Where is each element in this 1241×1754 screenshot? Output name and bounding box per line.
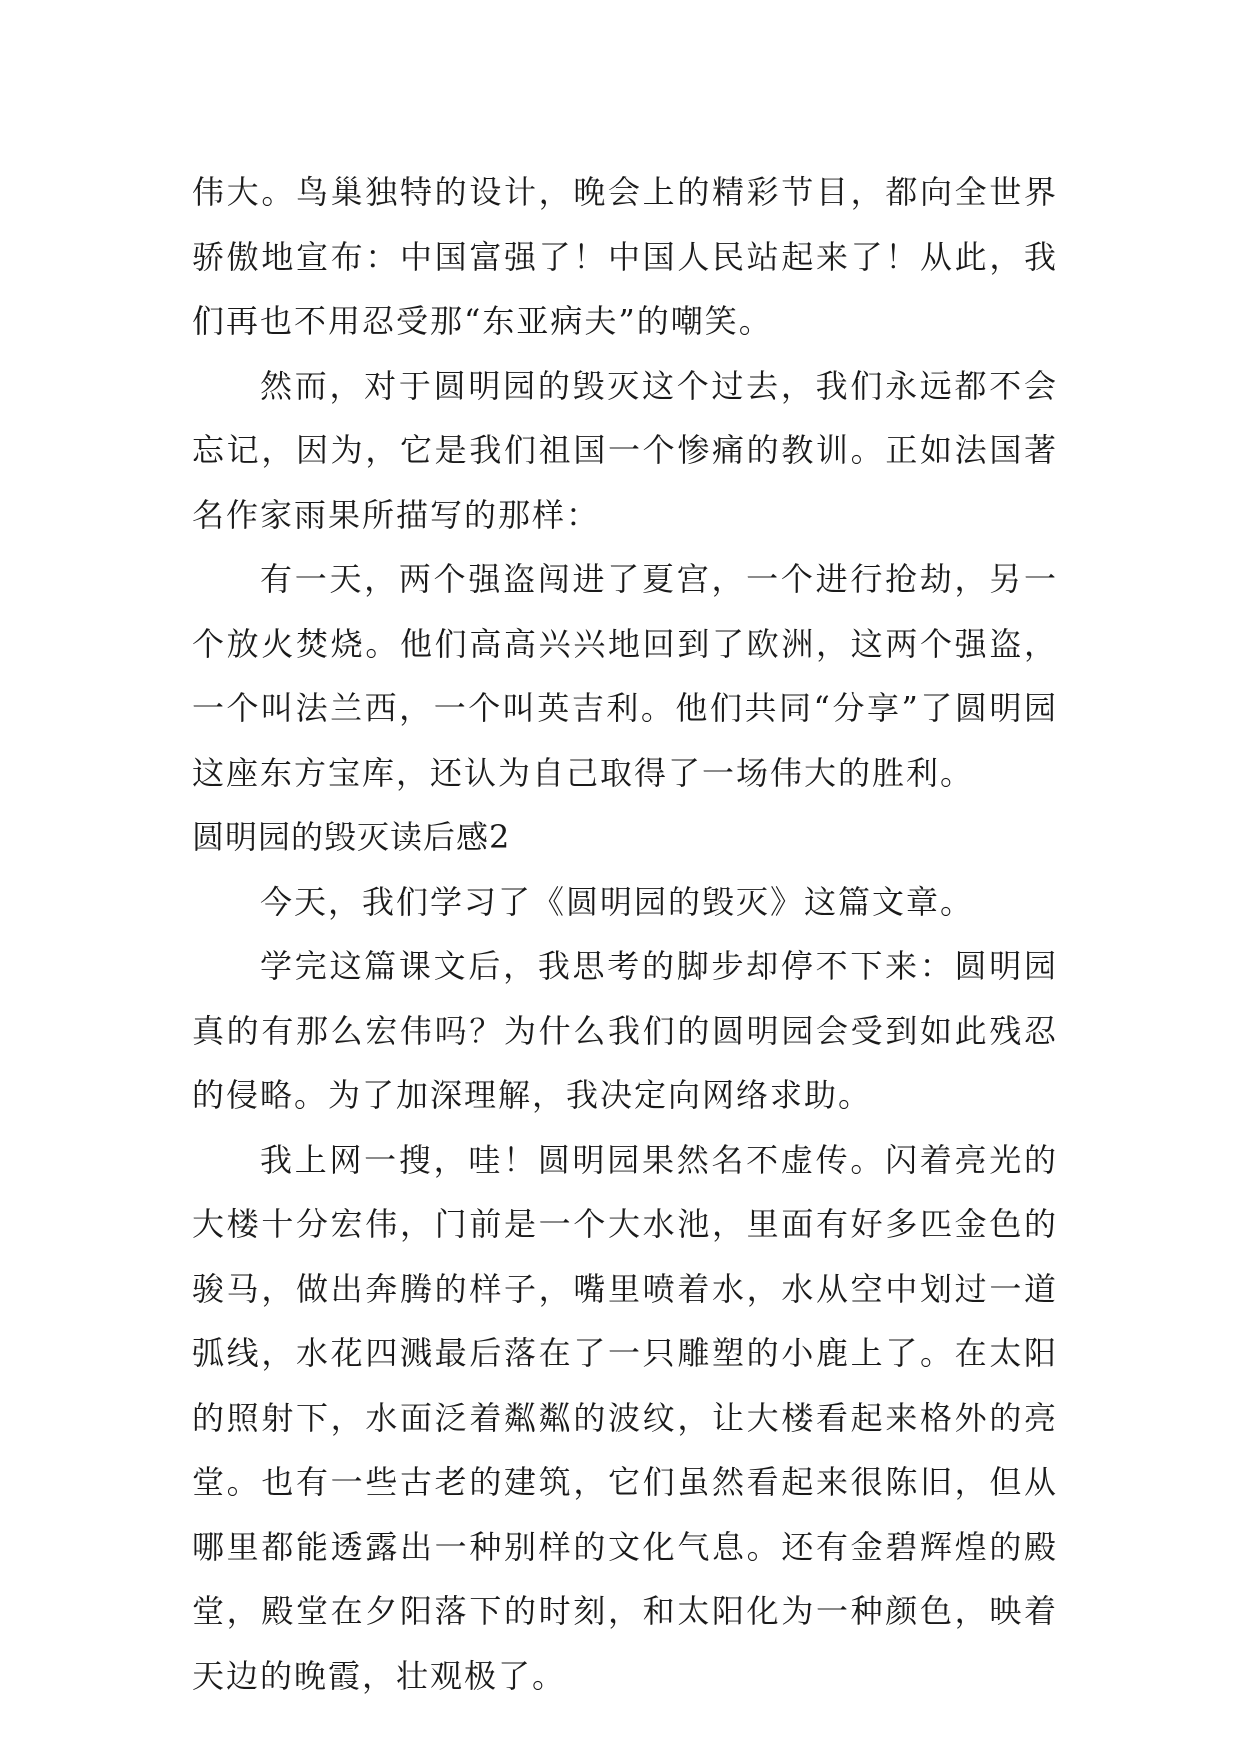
paragraph: 学完这篇课文后，我思考的脚步却停不下来：圆明园真的有那么宏伟吗？为什么我们的圆明园会受到如此残忍的侵略。为了加深理解，我决定向网络求助。 bbox=[192, 947, 1058, 1114]
paragraph-quote: 有一天，两个强盗闯进了夏宫，一个进行抢劫，另一个放火焚烧。他们高高兴兴地回到了欧洲，这两个强盗，一个叫法兰西，一个叫英吉利。他们共同“分享”了圆明园这座东方宝库，还认为自己取得了一场伟大的胜利。 bbox=[192, 560, 1058, 792]
paragraph: 我上网一搜，哇！圆明园果然名不虚传。闪着亮光的大楼十分宏伟，门前是一个大水池，里面有好多匹金色的骏马，做出奔腾的样子，嘴里喷着水，水从空中划过一道弧线，水花四溅最后落在了一只雕塑的小鹿上了。在太阳的照射下，水面泛着粼粼的波纹，让大楼看起来格外的亮堂。也有一些古老的建筑，它们虽然看起来很陈旧，但从哪里都能透露出一种别样的文化气息。还有金碧辉煌的殿堂，殿堂在夕阳落下的时刻，和太阳化为一种颜色，映着天边的晚霞，壮观极了。 bbox=[192, 1140, 1058, 1695]
section-title: 圆明园的毁灭读后感2 bbox=[192, 818, 511, 856]
paragraph-continuation: 伟大。鸟巢独特的设计，晚会上的精彩节目，都向全世界骄傲地宣布：中国富强了！中国人民站起来了！从此，我们再也不用忍受那“东亚病夫”的嘲笑。 bbox=[192, 173, 1058, 340]
paragraph: 然而，对于圆明园的毁灭这个过去，我们永远都不会忘记，因为，它是我们祖国一个惨痛的教训。正如法国著名作家雨果所描写的那样： bbox=[192, 366, 1058, 534]
document-body bbox=[192, 160, 1058, 1708]
paragraph: 今天，我们学习了《圆明园的毁灭》这篇文章。 bbox=[260, 882, 975, 921]
